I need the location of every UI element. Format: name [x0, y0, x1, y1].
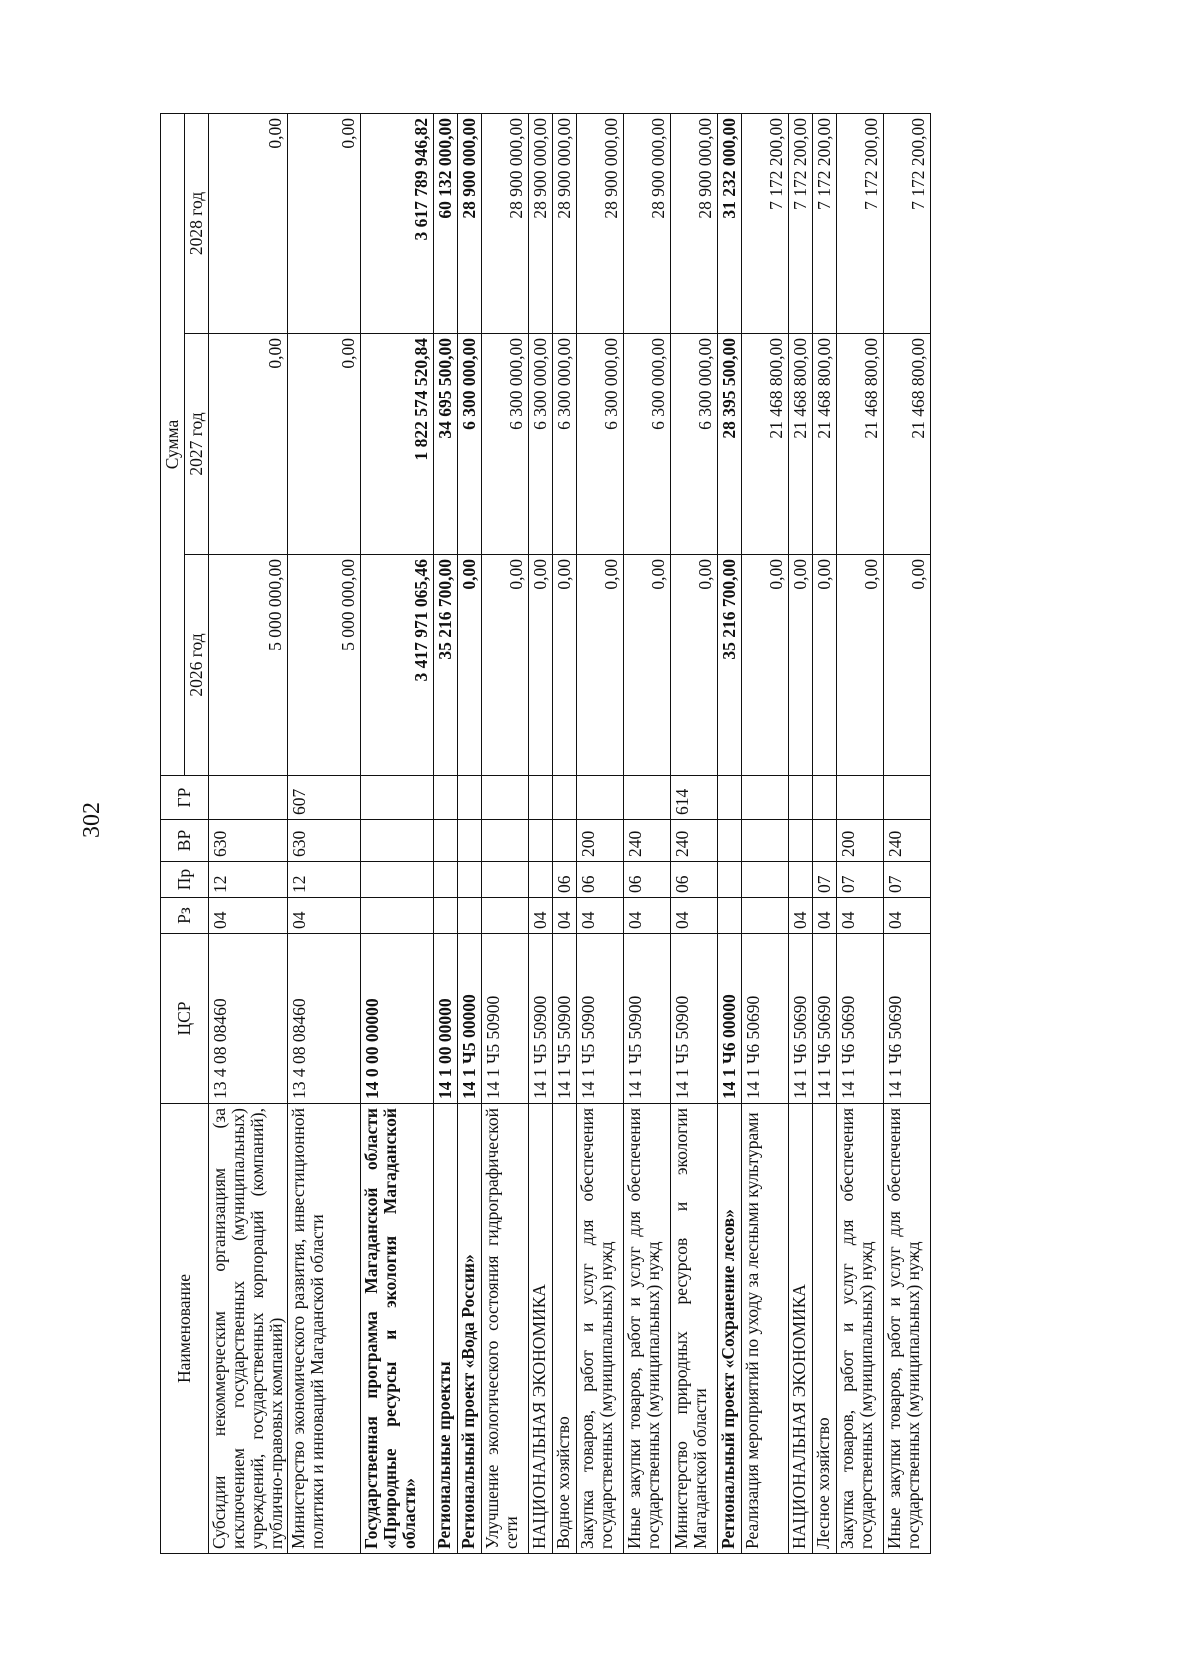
row-csr: 13 4 08 08460 — [288, 934, 361, 1104]
row-pr: 06 — [577, 862, 624, 898]
row-pr: 06 — [553, 862, 577, 898]
header-name: Наименование — [161, 1104, 209, 1554]
row-sum-2027: 6 300 000,00 — [529, 334, 553, 555]
table-row — [577, 113, 624, 1553]
row-vr — [482, 820, 529, 862]
row-rz: 04 — [209, 898, 288, 934]
row-vr: 240 — [624, 820, 671, 862]
page-number: 302 — [79, 802, 105, 838]
row-vr: 240 — [671, 820, 718, 862]
table-row — [209, 113, 288, 1553]
row-rz — [361, 898, 434, 934]
row-name: Региональные проекты — [434, 1104, 458, 1554]
row-sum-2027: 6 300 000,00 — [458, 334, 482, 555]
row-gr — [742, 776, 789, 820]
row-sum-2026: 0,00 — [553, 555, 577, 776]
row-sum-2026: 35 216 700,00 — [434, 555, 458, 776]
row-gr — [458, 776, 482, 820]
row-csr: 14 1 Ч6 00000 — [718, 934, 742, 1104]
row-rz — [458, 898, 482, 934]
row-gr — [577, 776, 624, 820]
row-sum-2028: 7 172 200,00 — [813, 113, 837, 333]
table-row — [434, 113, 458, 1553]
row-vr — [718, 820, 742, 862]
row-csr: 14 1 Ч6 50690 — [742, 934, 789, 1104]
row-gr — [624, 776, 671, 820]
row-csr: 14 1 Ч5 00000 — [458, 934, 482, 1104]
row-name: Министерство природных ресурсов и экологии Магаданской области — [671, 1104, 718, 1554]
row-sum-2026: 0,00 — [671, 555, 718, 776]
row-gr — [529, 776, 553, 820]
table-row — [529, 113, 553, 1553]
row-name: Региональный проект «Сохранение лесов» — [718, 1104, 742, 1554]
row-name: Субсидии некоммерческим организациям (за исключением государственных (муниципальных) учреждений, государственных корпораций (компаний), публично-правовых компаний) — [209, 1104, 288, 1554]
row-sum-2026: 0,00 — [884, 555, 931, 776]
row-vr — [553, 820, 577, 862]
row-rz: 04 — [671, 898, 718, 934]
row-pr — [529, 862, 553, 898]
table-row — [718, 113, 742, 1553]
row-pr: 12 — [288, 862, 361, 898]
row-rz — [482, 898, 529, 934]
row-gr — [718, 776, 742, 820]
row-rz: 04 — [577, 898, 624, 934]
row-csr: 14 1 Ч6 50690 — [789, 934, 813, 1104]
row-csr: 14 1 Ч6 50690 — [884, 934, 931, 1104]
row-csr: 14 1 Ч5 50900 — [529, 934, 553, 1104]
row-sum-2028: 28 900 000,00 — [482, 113, 529, 333]
row-sum-2027: 6 300 000,00 — [577, 334, 624, 555]
row-pr — [742, 862, 789, 898]
row-sum-2026: 35 216 700,00 — [718, 555, 742, 776]
budget-table — [160, 113, 931, 1554]
row-sum-2026: 3 417 971 065,46 — [361, 555, 434, 776]
row-vr — [742, 820, 789, 862]
row-sum-2028: 7 172 200,00 — [789, 113, 813, 333]
row-sum-2027: 0,00 — [209, 334, 288, 555]
table-row — [288, 113, 361, 1553]
row-sum-2027: 6 300 000,00 — [553, 334, 577, 555]
table-row — [458, 113, 482, 1553]
row-sum-2026: 0,00 — [482, 555, 529, 776]
row-gr — [553, 776, 577, 820]
row-gr — [837, 776, 884, 820]
table-body — [209, 113, 931, 1553]
row-rz: 04 — [884, 898, 931, 934]
row-rz — [434, 898, 458, 934]
row-vr: 630 — [209, 820, 288, 862]
row-gr: 607 — [288, 776, 361, 820]
row-pr — [482, 862, 529, 898]
table-row — [361, 113, 434, 1553]
table-row — [789, 113, 813, 1553]
row-sum-2026: 5 000 000,00 — [209, 555, 288, 776]
row-pr — [434, 862, 458, 898]
row-csr: 14 1 00 00000 — [434, 934, 458, 1104]
row-sum-2026: 0,00 — [529, 555, 553, 776]
row-sum-2028: 28 900 000,00 — [624, 113, 671, 333]
row-sum-2028: 28 900 000,00 — [529, 113, 553, 333]
row-vr — [434, 820, 458, 862]
row-sum-2027: 21 468 800,00 — [813, 334, 837, 555]
row-sum-2028: 0,00 — [209, 113, 288, 333]
row-gr — [209, 776, 288, 820]
row-sum-2026: 0,00 — [837, 555, 884, 776]
budget-table-container — [160, 114, 1040, 1554]
row-sum-2027: 21 468 800,00 — [789, 334, 813, 555]
row-csr: 14 1 Ч5 50900 — [482, 934, 529, 1104]
row-sum-2028: 7 172 200,00 — [837, 113, 884, 333]
row-pr — [718, 862, 742, 898]
row-sum-2028: 28 900 000,00 — [671, 113, 718, 333]
table-row — [884, 113, 931, 1553]
row-name: Министерство экономического развития, инвестиционной политики и инноваций Магаданской области — [288, 1104, 361, 1554]
row-name: Лесное хозяйство — [813, 1104, 837, 1554]
header-rz: Рз — [161, 898, 209, 934]
row-sum-2027: 1 822 574 520,84 — [361, 334, 434, 555]
row-sum-2026: 5 000 000,00 — [288, 555, 361, 776]
table-row — [671, 113, 718, 1553]
row-sum-2028: 28 900 000,00 — [553, 113, 577, 333]
row-vr — [813, 820, 837, 862]
row-sum-2027: 21 468 800,00 — [742, 334, 789, 555]
row-rz: 04 — [837, 898, 884, 934]
row-csr: 14 1 Ч5 50900 — [577, 934, 624, 1104]
table-row — [624, 113, 671, 1553]
row-sum-2027: 21 468 800,00 — [884, 334, 931, 555]
row-pr: 07 — [813, 862, 837, 898]
row-vr — [789, 820, 813, 862]
row-name: Закупка товаров, работ и услуг для обеспечения государственных (муниципальных) нужд — [577, 1104, 624, 1554]
table-row — [482, 113, 529, 1553]
row-sum-2027: 0,00 — [288, 334, 361, 555]
row-name: Закупка товаров, работ и услуг для обеспечения государственных (муниципальных) нужд — [837, 1104, 884, 1554]
row-vr: 200 — [837, 820, 884, 862]
row-sum-2026: 0,00 — [624, 555, 671, 776]
header-csr: ЦСР — [161, 934, 209, 1104]
row-csr: 14 1 Ч5 50900 — [671, 934, 718, 1104]
table-row — [837, 113, 884, 1553]
row-rz: 04 — [288, 898, 361, 934]
row-name: НАЦИОНАЛЬНАЯ ЭКОНОМИКА — [529, 1104, 553, 1554]
row-gr — [434, 776, 458, 820]
row-pr: 07 — [884, 862, 931, 898]
row-vr — [529, 820, 553, 862]
row-pr — [789, 862, 813, 898]
table-row — [553, 113, 577, 1553]
row-name: Иные закупки товаров, работ и услуг для обеспечения государственных (муниципальных) нужд — [624, 1104, 671, 1554]
row-pr — [458, 862, 482, 898]
row-name: Государственная программа Магаданской области «Природные ресурсы и экология Магаданской области» — [361, 1104, 434, 1554]
row-csr: 13 4 08 08460 — [209, 934, 288, 1104]
row-pr: 12 — [209, 862, 288, 898]
row-name: Водное хозяйство — [553, 1104, 577, 1554]
row-gr — [789, 776, 813, 820]
header-pr: Пр — [161, 862, 209, 898]
row-name: Реализация мероприятий по уходу за лесными культурами — [742, 1104, 789, 1554]
row-sum-2028: 7 172 200,00 — [742, 113, 789, 333]
row-sum-2028: 28 900 000,00 — [458, 113, 482, 333]
row-sum-2026: 0,00 — [577, 555, 624, 776]
row-sum-2027: 28 395 500,00 — [718, 334, 742, 555]
row-sum-2028: 0,00 — [288, 113, 361, 333]
row-vr: 630 — [288, 820, 361, 862]
row-rz: 04 — [553, 898, 577, 934]
row-sum-2028: 28 900 000,00 — [577, 113, 624, 333]
row-vr: 240 — [884, 820, 931, 862]
row-sum-2027: 6 300 000,00 — [482, 334, 529, 555]
row-rz — [742, 898, 789, 934]
header-2026: 2026 год — [185, 555, 209, 776]
row-name: Улучшение экологического состояния гидрографической сети — [482, 1104, 529, 1554]
row-rz: 04 — [813, 898, 837, 934]
row-sum-2026: 0,00 — [789, 555, 813, 776]
row-sum-2026: 0,00 — [742, 555, 789, 776]
table-row — [813, 113, 837, 1553]
row-gr — [361, 776, 434, 820]
row-name: Региональный проект «Вода России» — [458, 1104, 482, 1554]
header-2028: 2028 год — [185, 113, 209, 333]
row-pr — [361, 862, 434, 898]
row-vr: 200 — [577, 820, 624, 862]
row-rz: 04 — [529, 898, 553, 934]
row-sum-2028: 60 132 000,00 — [434, 113, 458, 333]
row-sum-2027: 21 468 800,00 — [837, 334, 884, 555]
row-rz — [718, 898, 742, 934]
row-csr: 14 1 Ч5 50900 — [553, 934, 577, 1104]
row-sum-2026: 0,00 — [813, 555, 837, 776]
row-sum-2026: 0,00 — [458, 555, 482, 776]
row-sum-2027: 6 300 000,00 — [624, 334, 671, 555]
row-rz: 04 — [624, 898, 671, 934]
row-gr — [813, 776, 837, 820]
row-pr: 06 — [624, 862, 671, 898]
row-gr — [884, 776, 931, 820]
row-csr: 14 1 Ч5 50900 — [624, 934, 671, 1104]
row-rz: 04 — [789, 898, 813, 934]
row-sum-2027: 6 300 000,00 — [671, 334, 718, 555]
row-pr: 07 — [837, 862, 884, 898]
row-gr — [482, 776, 529, 820]
row-csr: 14 1 Ч6 50690 — [837, 934, 884, 1104]
row-sum-2028: 31 232 000,00 — [718, 113, 742, 333]
row-vr — [458, 820, 482, 862]
header-2027: 2027 год — [185, 334, 209, 555]
row-vr — [361, 820, 434, 862]
row-name: Иные закупки товаров, работ и услуг для обеспечения государственных (муниципальных) нужд — [884, 1104, 931, 1554]
row-name: НАЦИОНАЛЬНАЯ ЭКОНОМИКА — [789, 1104, 813, 1554]
row-sum-2028: 7 172 200,00 — [884, 113, 931, 333]
header-vr: ВР — [161, 820, 209, 862]
row-csr: 14 0 00 00000 — [361, 934, 434, 1104]
row-pr: 06 — [671, 862, 718, 898]
row-csr: 14 1 Ч6 50690 — [813, 934, 837, 1104]
row-sum-2028: 3 617 789 946,82 — [361, 113, 434, 333]
table-row — [742, 113, 789, 1553]
row-gr: 614 — [671, 776, 718, 820]
header-sum: Сумма — [161, 113, 185, 775]
row-sum-2027: 34 695 500,00 — [434, 334, 458, 555]
header-gr: ГР — [161, 776, 209, 820]
